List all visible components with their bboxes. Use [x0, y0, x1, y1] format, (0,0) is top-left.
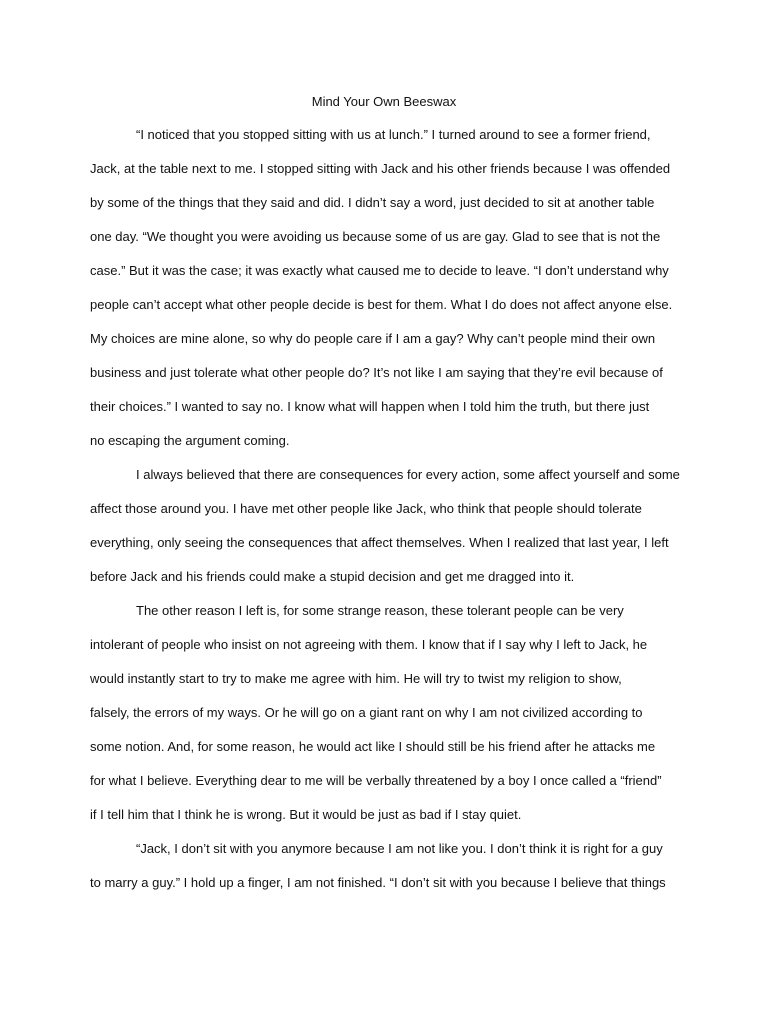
paragraph-line: Jack, at the table next to me. I stopped sitting with Jack and his other friends because I was offended	[90, 161, 671, 176]
paragraph-line: if I tell him that I think he is wrong. But it would be just as bad if I stay quiet.	[90, 807, 522, 822]
paragraph-line: by some of the things that they said and did. I didn’t say a word, just decided to sit at another table	[90, 195, 655, 210]
paragraph-line: for what I believe. Everything dear to me will be verbally threatened by a boy I once called a “friend”	[90, 773, 662, 788]
paragraph-line: everything, only seeing the consequences that affect themselves. When I realized that last year, I left	[90, 535, 669, 550]
paragraph-line: I always believed that there are consequences for every action, some affect yourself and some	[136, 467, 680, 482]
paragraph-line: The other reason I left is, for some strange reason, these tolerant people can be very	[136, 603, 624, 618]
paragraph-line: falsely, the errors of my ways. Or he will go on a giant rant on why I am not civilized according to	[90, 705, 643, 720]
paragraph-line: “Jack, I don’t sit with you anymore because I am not like you. I don’t think it is right for a guy	[136, 841, 663, 856]
paragraph-line: to marry a guy.” I hold up a finger, I am not finished. “I don’t sit with you because I believe that things	[90, 875, 666, 890]
paragraph-line: before Jack and his friends could make a stupid decision and get me dragged into it.	[90, 569, 575, 584]
document-title: Mind Your Own Beeswax	[311, 94, 457, 109]
paragraph-line: their choices.” I wanted to say no. I know what will happen when I told him the truth, but there just	[90, 399, 650, 414]
paragraph-line: intolerant of people who insist on not agreeing with them. I know that if I say why I left to Jack, he	[90, 637, 648, 652]
paragraph-line: My choices are mine alone, so why do people care if I am a gay? Why can’t people mind their own	[90, 331, 656, 346]
paragraph-line: people can’t accept what other people decide is best for them. What I do does not affect anyone else.	[90, 297, 673, 312]
paragraph-line: business and just tolerate what other people do? It’s not like I am saying that they’re evil because of	[90, 365, 663, 380]
paragraph-line: “I noticed that you stopped sitting with us at lunch.” I turned around to see a former friend,	[136, 127, 651, 142]
paragraph-line: no escaping the argument coming.	[90, 433, 290, 448]
paragraph-line: one day. “We thought you were avoiding us because some of us are gay. Glad to see that is not the	[90, 229, 661, 244]
paragraph-line: affect those around you. I have met other people like Jack, who think that people should tolerate	[90, 501, 642, 516]
paragraph-line: some notion. And, for some reason, he would act like I should still be his friend after he attacks me	[90, 739, 656, 754]
paragraph-line: would instantly start to try to make me agree with him. He will try to twist my religion to show,	[90, 671, 622, 686]
paragraph-line: case.” But it was the case; it was exactly what caused me to decide to leave. “I don’t understand why	[90, 263, 669, 278]
